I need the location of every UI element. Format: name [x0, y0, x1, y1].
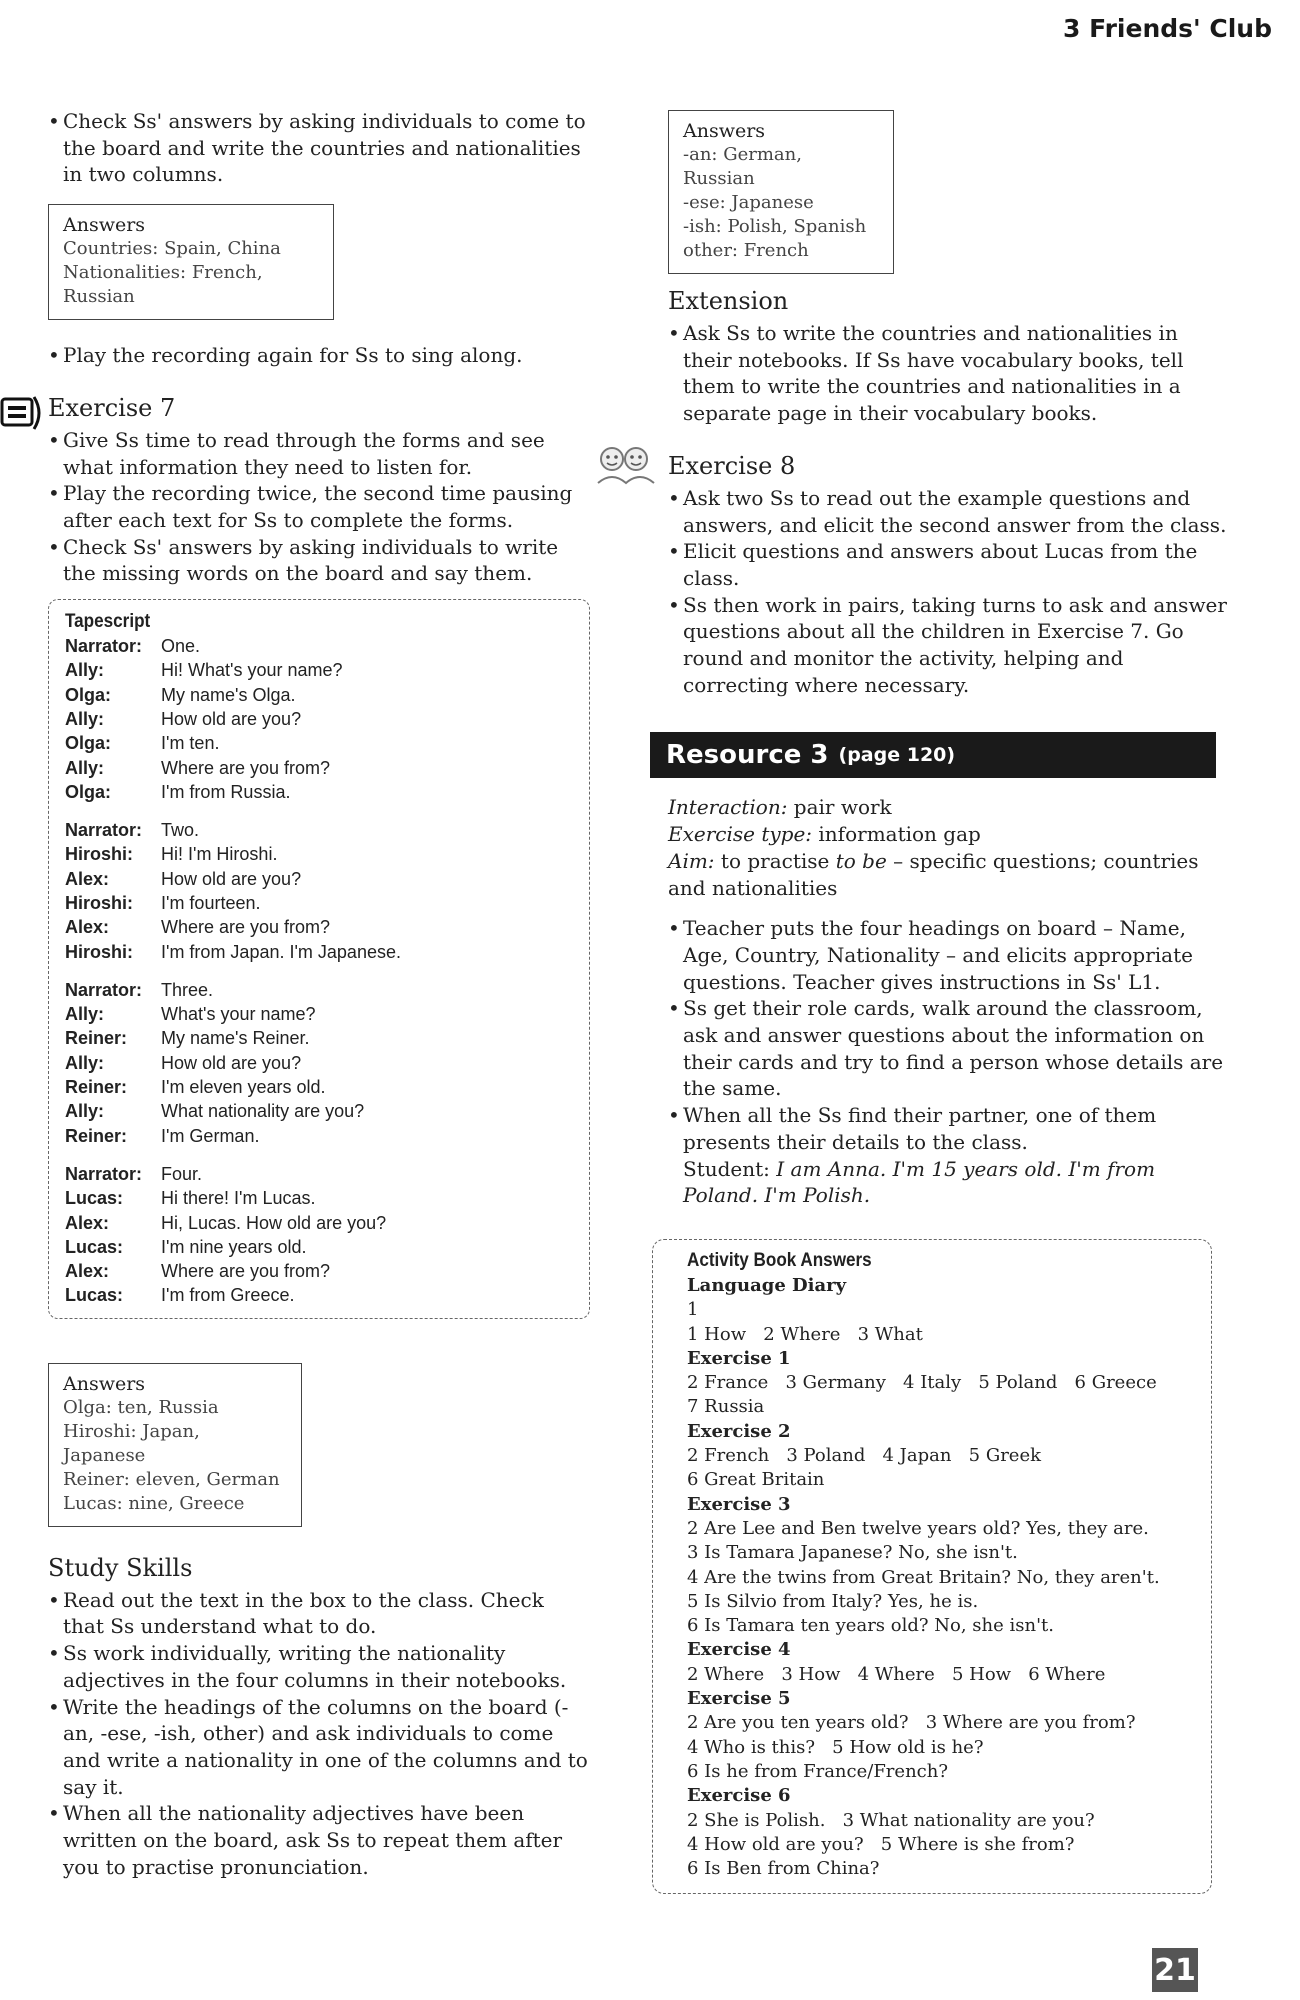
speaker-name: Reiner: [65, 1028, 128, 1049]
extension-heading: Extension [668, 287, 789, 315]
aim-emphasis: to be [835, 848, 887, 873]
speaker-name: Olga: [65, 733, 112, 754]
resource-bullets [668, 915, 1228, 1209]
group-spacer [65, 804, 573, 818]
spoken-line: How old are you? [161, 708, 302, 729]
exercise-8-heading: Exercise 8 [668, 451, 796, 480]
answer-section-heading: 1 [687, 1299, 699, 1321]
tapescript-line [65, 756, 573, 780]
answer-line: -an: German, Russian [683, 144, 802, 189]
tapescript-line [65, 842, 573, 866]
exercise-8-section [668, 451, 1228, 699]
spoken-line: What nationality are you? [161, 1101, 365, 1122]
tapescript-line [65, 1259, 573, 1283]
tapescript-line [65, 683, 573, 707]
answer-line: 1 How 2 Where 3 What [687, 1323, 923, 1345]
spoken-line: Hi! I'm Hiroshi. [161, 844, 278, 865]
aim-pre: to practise [720, 848, 830, 873]
speaker-name: Narrator: [65, 979, 143, 1000]
speaker-name: Ally: [65, 708, 105, 729]
spoken-line: Where are you from? [161, 757, 331, 778]
group-spacer [65, 964, 573, 978]
tapescript-line [65, 1075, 573, 1099]
aim-post: – specific questions; countries and nationalities [668, 848, 1199, 900]
spoken-line: Hi, Lucas. How old are you? [161, 1212, 387, 1233]
tapescript-line [65, 1051, 573, 1075]
answer-line: 6 Is Ben from China? [687, 1858, 880, 1880]
answer-line: 6 Great Britain [687, 1469, 825, 1491]
speaker-name: Ally: [65, 1052, 105, 1073]
answer-line: -ish: Polish, Spanish [683, 216, 867, 237]
tapescript-line [65, 1002, 573, 1026]
answer-section-heading: Exercise 4 [687, 1639, 791, 1661]
answer-line: Countries: Spain, China [63, 238, 281, 260]
answer-line: 2 She is Polish. 3 What nationality are you? [687, 1809, 1095, 1831]
answer-line: 5 Is Silvio from Italy? Yes, he is. [687, 1590, 979, 1612]
tapescript-line [65, 780, 573, 804]
spoken-line: Hi! What's your name? [161, 660, 343, 681]
exercise-8-bullets [668, 485, 1228, 699]
answer-line: 2 France 3 Germany 4 Italy 5 Poland 6 Greece [687, 1372, 1157, 1394]
interaction-label: Interaction: [668, 795, 788, 820]
exercise-7-section [48, 393, 588, 587]
spoken-line: Where are you from? [161, 917, 331, 938]
activity-book-answers-box [652, 1239, 1212, 1894]
interaction-value: pair work [793, 795, 892, 820]
spoken-line: I'm from Japan. I'm Japanese. [161, 941, 401, 962]
speaker-name: Narrator: [65, 820, 143, 841]
answer-section-heading: Exercise 5 [687, 1688, 791, 1710]
answer-line: Nationalities: French, Russian [63, 262, 263, 308]
exercise-type-value: information gap [818, 822, 981, 847]
bullet-item: • Give Ss time to read through the forms and see what information they need to listen for. [48, 427, 588, 480]
study-skills-bullets [48, 1587, 588, 1881]
study-skills-heading: Study Skills [48, 1553, 193, 1582]
bullet-text: When all the Ss find their partner, one of them presents their details to the class. [683, 1103, 1157, 1154]
answer-line: 4 Are the twins from Great Britain? No, they aren't. [687, 1566, 1160, 1588]
cassette-icon [0, 393, 44, 433]
resource-banner [650, 732, 1216, 778]
speaker-name: Alex: [65, 868, 110, 889]
spoken-line: Two. [161, 820, 200, 841]
right-column [668, 110, 1228, 1894]
spoken-line: Hi there! I'm Lucas. [161, 1188, 316, 1209]
spoken-line: I'm eleven years old. [161, 1077, 326, 1098]
answer-line: 6 Is Tamara ten years old? No, she isn't. [687, 1615, 1054, 1637]
tapescript-line [65, 731, 573, 755]
speaker-name: Narrator: [65, 636, 143, 657]
exercise-type-label: Exercise type: [668, 822, 813, 847]
spoken-line: I'm from Russia. [161, 781, 291, 802]
tapescript-line [65, 867, 573, 891]
answer-line: 4 How old are you? 5 Where is she from? [687, 1833, 1075, 1855]
tapescript-line [65, 707, 573, 731]
tapescript-line [65, 1211, 573, 1235]
tapescript-line [65, 1124, 573, 1148]
speaker-name: Reiner: [65, 1077, 128, 1098]
answer-line: 2 French 3 Poland 4 Japan 5 Greek [687, 1445, 1042, 1467]
tapescript-line [65, 1235, 573, 1259]
answers-box-3 [668, 110, 894, 274]
bullet-item: • Play the recording again for Ss to sing along. [48, 342, 588, 369]
answer-line: Olga: ten, Russia [63, 1396, 219, 1418]
intro-bullets [48, 108, 588, 188]
bullet-item [668, 1102, 1228, 1209]
answer-section-heading: Exercise 1 [687, 1347, 791, 1369]
spoken-line: Three. [161, 979, 214, 1000]
tapescript-line [65, 891, 573, 915]
answer-line: other: French [683, 240, 809, 261]
left-column [48, 108, 588, 1880]
resource-page-ref: (page 120) [838, 744, 956, 767]
speaker-name: Ally: [65, 1101, 105, 1122]
answer-line: Lucas: nine, Greece [63, 1492, 245, 1514]
bullet-item: • Ss then work in pairs, taking turns to ask and answer questions about all the children in Exercise 7. Go round and monitor the activity, helping and correcting where necessary. [668, 592, 1228, 699]
answers-box-1 [48, 204, 334, 320]
bullet-item: • Play the recording twice, the second time pausing after each text for Ss to complete the forms. [48, 480, 588, 533]
bullet-item: • Check Ss' answers by asking individuals to come to the board and write the countries and nationalities in two columns. [48, 108, 588, 188]
exercise-7-bullets [48, 427, 588, 587]
answer-line: -ese: Japanese [683, 192, 814, 213]
bullet-item: • Ss work individually, writing the nationality adjectives in the four columns in their notebooks. [48, 1640, 588, 1693]
tapescript-line [65, 1186, 573, 1210]
spoken-line: I'm German. [161, 1125, 260, 1146]
answer-section-heading: Exercise 3 [687, 1493, 791, 1515]
tapescript-line [65, 915, 573, 939]
bullet-item: • Check Ss' answers by asking individuals to write the missing words on the board and say them. [48, 534, 588, 587]
answer-line: 7 Russia [687, 1396, 765, 1418]
answers-title: Answers [63, 1372, 146, 1395]
spoken-line: I'm from Greece. [161, 1285, 295, 1306]
extension-bullets [668, 320, 1228, 427]
spoken-line: I'm fourteen. [161, 893, 261, 913]
spoken-line: How old are you? [161, 868, 302, 889]
tapescript-line [65, 978, 573, 1002]
student-label: Student: [683, 1156, 770, 1181]
answer-line: 3 Is Tamara Japanese? No, she isn't. [687, 1542, 1018, 1564]
tapescript-line [65, 1026, 573, 1050]
speaker-name: Alex: [65, 917, 110, 938]
spoken-line: Four. [161, 1163, 203, 1184]
speaker-name: Ally: [65, 1004, 105, 1025]
answer-line: 4 Who is this? 5 How old is he? [687, 1736, 984, 1758]
speaker-name: Hiroshi: [65, 844, 134, 865]
speaker-name: Hiroshi: [65, 941, 134, 962]
spoken-line: I'm nine years old. [161, 1236, 307, 1257]
resource-title: Resource 3 [666, 740, 829, 771]
speaker-name: Alex: [65, 1212, 110, 1233]
answer-line: 2 Where 3 How 4 Where 5 How 6 Where [687, 1663, 1106, 1685]
answer-section-heading: Exercise 6 [687, 1785, 791, 1807]
speaker-name: Lucas: [65, 1285, 124, 1306]
page-number: 21 [1152, 1948, 1198, 1992]
answer-line: 6 Is he from France/French? [687, 1760, 948, 1782]
student-quote: I am Anna. I'm 15 years old. I'm from Poland. I'm Polish. [683, 1156, 1156, 1208]
group-spacer [65, 1148, 573, 1162]
answers-title: Answers [63, 214, 146, 237]
tapescript-line [65, 658, 573, 682]
aim-label: Aim: [668, 848, 715, 873]
spoken-line: One. [161, 636, 201, 657]
running-header: 3 Friends' Club [1063, 14, 1272, 43]
sing-along-bullets [48, 342, 588, 369]
speaker-name: Lucas: [65, 1188, 124, 1209]
answers-box-2 [48, 1363, 302, 1527]
bullet-item: • Ask Ss to write the countries and nationalities in their notebooks. If Ss have vocabulary books, tell them to write the countries and nationalities in a separate page in their vocabulary books. [668, 320, 1228, 427]
pair-work-icon [592, 443, 662, 487]
speaker-name: Hiroshi: [65, 893, 134, 913]
bullet-item: • Ss get their role cards, walk around the classroom, ask and answer questions about the information on their cards and try to find a person whose details are the same. [668, 995, 1228, 1102]
tapescript-line [65, 1162, 573, 1186]
tapescript-line [65, 634, 573, 658]
speaker-name: Narrator: [65, 1163, 143, 1184]
spoken-line: Where are you from? [161, 1261, 331, 1282]
bullet-item: • When all the nationality adjectives have been written on the board, ask Ss to repeat them after you to practise pronunciation. [48, 1800, 588, 1880]
answer-section-heading: Language Diary [687, 1274, 847, 1296]
tapescript-box [48, 599, 590, 1319]
spoken-line: How old are you? [161, 1052, 302, 1073]
speaker-name: Olga: [65, 684, 112, 705]
speaker-name: Olga: [65, 781, 112, 802]
bullet-item: • Ask two Ss to read out the example questions and answers, and elicit the second answer from the class. [668, 485, 1228, 538]
tapescript-line [65, 1283, 573, 1307]
resource-info [668, 794, 1228, 901]
tapescript-line [65, 1099, 573, 1123]
bullet-item: • Write the headings of the columns on the board (-an, -ese, -ish, other) and ask individuals to come and write a nationality in one of the columns and to say it. [48, 1694, 588, 1801]
bullet-item: • Teacher puts the four headings on board – Name, Age, Country, Nationality – and elicits appropriate questions. Teacher gives instructions in Ss' L1. [668, 915, 1228, 995]
answers-title: Answers [683, 120, 766, 142]
speaker-name: Lucas: [65, 1236, 124, 1257]
answer-line: Reiner: eleven, German [63, 1468, 280, 1490]
exercise-7-heading: Exercise 7 [48, 393, 176, 422]
answer-line: Hiroshi: Japan, Japanese [63, 1420, 200, 1466]
spoken-line: My name's Olga. [161, 684, 296, 705]
bullet-item: • Read out the text in the box to the class. Check that Ss understand what to do. [48, 1587, 588, 1640]
speaker-name: Ally: [65, 757, 105, 778]
speaker-name: Ally: [65, 660, 105, 681]
speaker-name: Reiner: [65, 1125, 128, 1146]
spoken-line: My name's Reiner. [161, 1028, 310, 1049]
speaker-name: Alex: [65, 1261, 110, 1282]
tapescript-title: Tapescript [65, 611, 151, 633]
bullet-item: • Elicit questions and answers about Lucas from the class. [668, 538, 1228, 591]
spoken-line: What's your name? [161, 1004, 316, 1025]
tapescript-line [65, 940, 573, 964]
spoken-line: I'm ten. [161, 733, 220, 754]
answer-line: 2 Are Lee and Ben twelve years old? Yes, they are. [687, 1517, 1149, 1539]
answer-section-heading: Exercise 2 [687, 1420, 791, 1442]
answer-line: 2 Are you ten years old? 3 Where are you from? [687, 1712, 1136, 1734]
activity-book-title: Activity Book Answers [687, 1249, 872, 1271]
tapescript-line [65, 818, 573, 842]
